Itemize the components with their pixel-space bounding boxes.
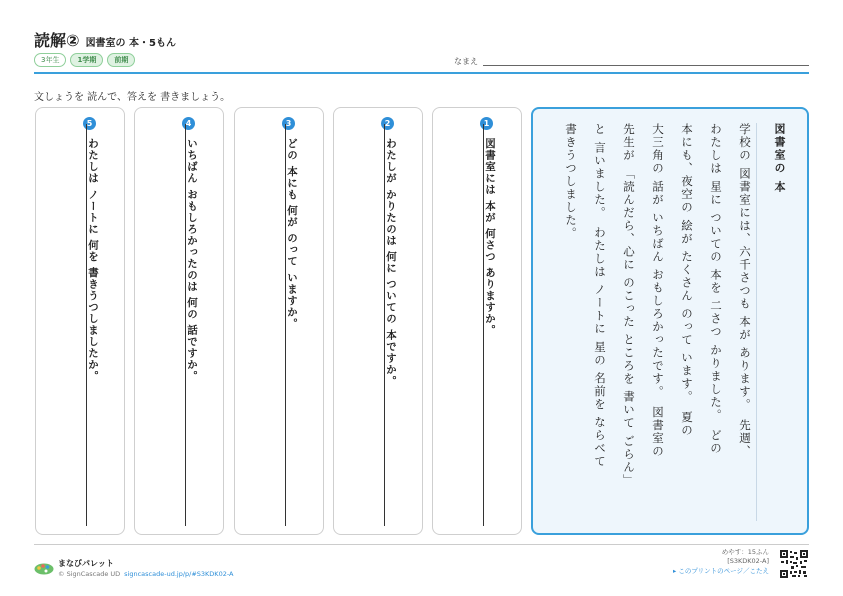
answer-line (384, 124, 385, 526)
question-text: いちばん おもしろかったのは 何の 話ですか。 (186, 138, 198, 382)
answer-line (86, 124, 87, 526)
qr-code-icon[interactable] (779, 549, 809, 579)
story-line-3: 本にも、夜空の 絵が たくさん のって います。 夏の (680, 123, 694, 437)
title-main: 読解② (34, 31, 80, 50)
question-box-4[interactable] (134, 107, 224, 535)
answer-page-link[interactable]: ▸ このプリントのページ／こたえ (673, 566, 769, 575)
instruction-text: 文しょうを 読んで、答えを 書きましょう。 (34, 92, 231, 103)
question-box-1[interactable] (432, 107, 522, 535)
question-text: わたしは ノートに 何を 書きうつしましたか。 (87, 138, 99, 382)
question-box-2[interactable] (333, 107, 423, 535)
question-text: わたしが かりたのは 何に ついての 本ですか。 (385, 138, 397, 387)
question-number: 1 (480, 117, 493, 130)
answer-line (185, 124, 186, 526)
answer-line (285, 124, 286, 526)
story-panel (531, 107, 809, 535)
palette-logo-icon (34, 561, 54, 575)
question-number: 4 (182, 117, 195, 130)
name-field[interactable] (483, 65, 809, 66)
story-line-6: と 言いました。 わたしは ノートに 星の 名前を ならべて (593, 123, 607, 469)
question-box-5[interactable] (35, 107, 125, 535)
answer-line (483, 124, 484, 526)
story-line-5: 先生が 「読んだら、心に のこった ところを 書いて ごらん」 (622, 123, 636, 487)
footer-divider (34, 544, 809, 545)
time-estimate: めやす：15ふん (721, 548, 769, 556)
story-line-2: わたしは 星に ついての 本を 二さつ かりました。 どの (709, 123, 723, 456)
tag-list (34, 53, 135, 67)
question-text: 図書室には 本が 何さつ ありますか。 (484, 138, 496, 336)
site-link[interactable]: signcascade-ud.jp/p/#S3KDK02-A (124, 570, 234, 578)
question-number: 3 (282, 117, 295, 130)
story-line-1: 学校の 図書室には、六千さつも 本が あります。 先週、 (738, 123, 752, 458)
story-title-divider (756, 123, 757, 521)
question-number: 2 (381, 117, 394, 130)
story-title: 図書室の 本 (773, 123, 786, 194)
header-divider (34, 72, 809, 74)
footer-meta (673, 548, 769, 576)
brand-name: まなびパレット (58, 559, 114, 568)
question-text: どの 本にも 何が のって いますか。 (286, 138, 298, 330)
tag-term: 1学期 (70, 53, 103, 67)
story-line-4: 大三角の 話が いちばん おもしろかったです。 図書室の (651, 123, 665, 458)
name-label: なまえ (454, 57, 478, 66)
copyright-line (58, 570, 234, 578)
copyright-text: © SignCascade UD (58, 570, 121, 578)
tag-period: 前期 (107, 53, 135, 67)
tag-grade: 3年生 (34, 53, 66, 67)
worksheet-code: [S3KDK02-A] (727, 557, 769, 566)
question-number: 5 (83, 117, 96, 130)
story-line-7: 書きうつしました。 (564, 123, 578, 240)
worksheet-title (34, 28, 176, 51)
title-subtitle: 図書室の 本・5もん (85, 38, 177, 49)
question-box-3[interactable] (234, 107, 324, 535)
